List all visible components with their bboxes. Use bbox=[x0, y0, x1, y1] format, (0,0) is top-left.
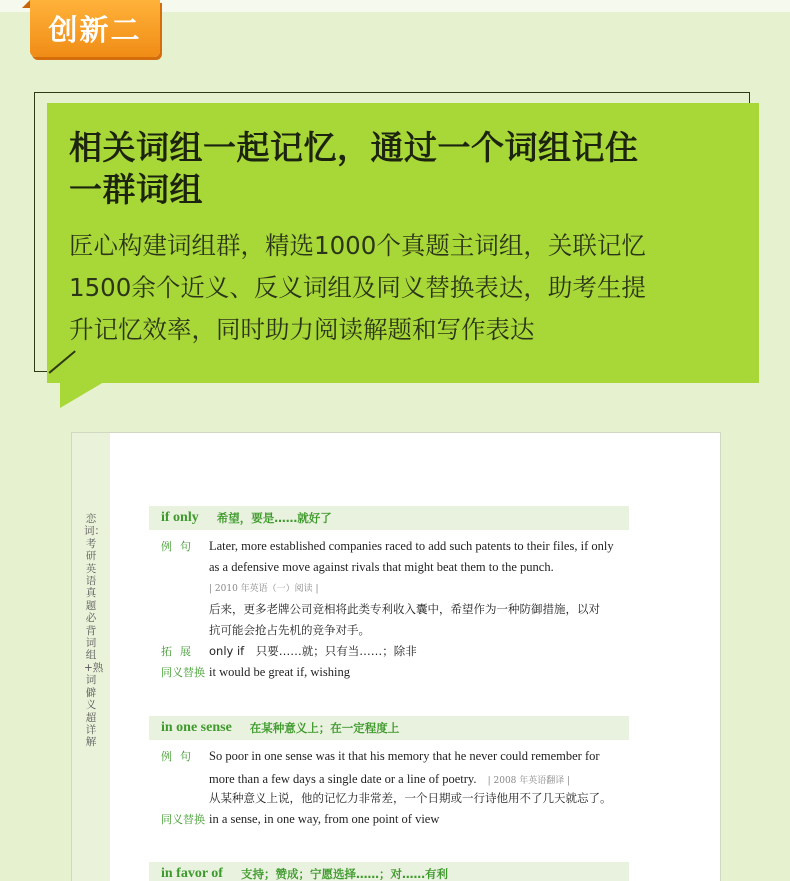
synonym-text: it would be great if, wishing bbox=[209, 665, 350, 679]
extend-text: only if 只要……就；只有当……；除非 bbox=[209, 644, 417, 658]
source-tag: | 2010 年英语（一）阅读 | bbox=[209, 584, 319, 594]
headline-line-1: 相关词组一起记忆，通过一个词组记住 bbox=[69, 128, 639, 167]
synonym-label: 同义替换 bbox=[161, 813, 205, 826]
callout-headline bbox=[69, 127, 731, 211]
example-cn-line: 抗可能会抢占先机的竞争对手。 bbox=[209, 623, 370, 637]
entry-meaning: 支持；赞成；宁愿选择……；对……有利 bbox=[240, 867, 448, 881]
example-cn-line: 从某种意义上说，他的记忆力非常差，一个日期或一行诗他用不了几天就忘了。 bbox=[209, 791, 612, 805]
extend-label: 拓展 bbox=[161, 645, 199, 658]
book-page-preview bbox=[71, 432, 721, 881]
example-row bbox=[161, 536, 614, 557]
entry-header bbox=[149, 506, 629, 530]
example-row bbox=[161, 746, 600, 767]
example-en-line: Later, more established companies raced to add such patents to their files, if only bbox=[209, 539, 614, 553]
body-line-1: 匠心构建词组群，精选1000个真题主词组，关联记忆 bbox=[69, 231, 646, 260]
synonym-text: in a sense, in one way, from one point of view bbox=[209, 812, 440, 826]
section-badge: 创新二 bbox=[30, 0, 160, 57]
example-en-line: as a defensive move against rivals that might beat them to the punch. bbox=[209, 560, 554, 574]
body-line-2: 1500余个近义、反义词组及同义替换表达，助考生提 bbox=[69, 273, 646, 302]
example-en-line: more than a few days a single date or a line of poetry. bbox=[209, 772, 477, 786]
spine-title: 恋词：考研英语真题必背词组+熟词僻义超详解 bbox=[84, 513, 105, 749]
callout-body bbox=[69, 225, 731, 351]
callout-tail bbox=[60, 382, 104, 408]
example-label: 例句 bbox=[161, 750, 199, 763]
example-cn-line: 后来，更多老牌公司竞相将此类专利收入囊中，希望作为一种防御措施，以对 bbox=[209, 602, 600, 616]
entry-meaning: 在某种意义上；在一定程度上 bbox=[249, 721, 400, 735]
callout-box bbox=[47, 103, 759, 383]
entry-word: in one sense bbox=[161, 720, 232, 735]
example-label: 例句 bbox=[161, 540, 199, 553]
example-en-line: So poor in one sense was it that his memory that he never could remember for bbox=[209, 749, 600, 763]
extend-row bbox=[161, 641, 417, 662]
body-line-3: 升记忆效率，同时助力阅读解题和写作表达 bbox=[69, 315, 535, 344]
headline-line-2: 一群词组 bbox=[69, 170, 203, 209]
entry-word: if only bbox=[161, 510, 199, 525]
synonym-label: 同义替换 bbox=[161, 666, 205, 679]
entry-meaning: 希望，要是……就好了 bbox=[216, 511, 332, 525]
synonym-row bbox=[161, 662, 350, 683]
source-tag: | 2008 年英语翻译 | bbox=[487, 776, 571, 786]
entry-header bbox=[149, 862, 629, 881]
badge-fold bbox=[22, 0, 30, 8]
synonym-row bbox=[161, 809, 439, 830]
page-spine bbox=[72, 433, 110, 881]
entry-header bbox=[149, 716, 629, 740]
entry-word: in favor of bbox=[161, 866, 223, 881]
